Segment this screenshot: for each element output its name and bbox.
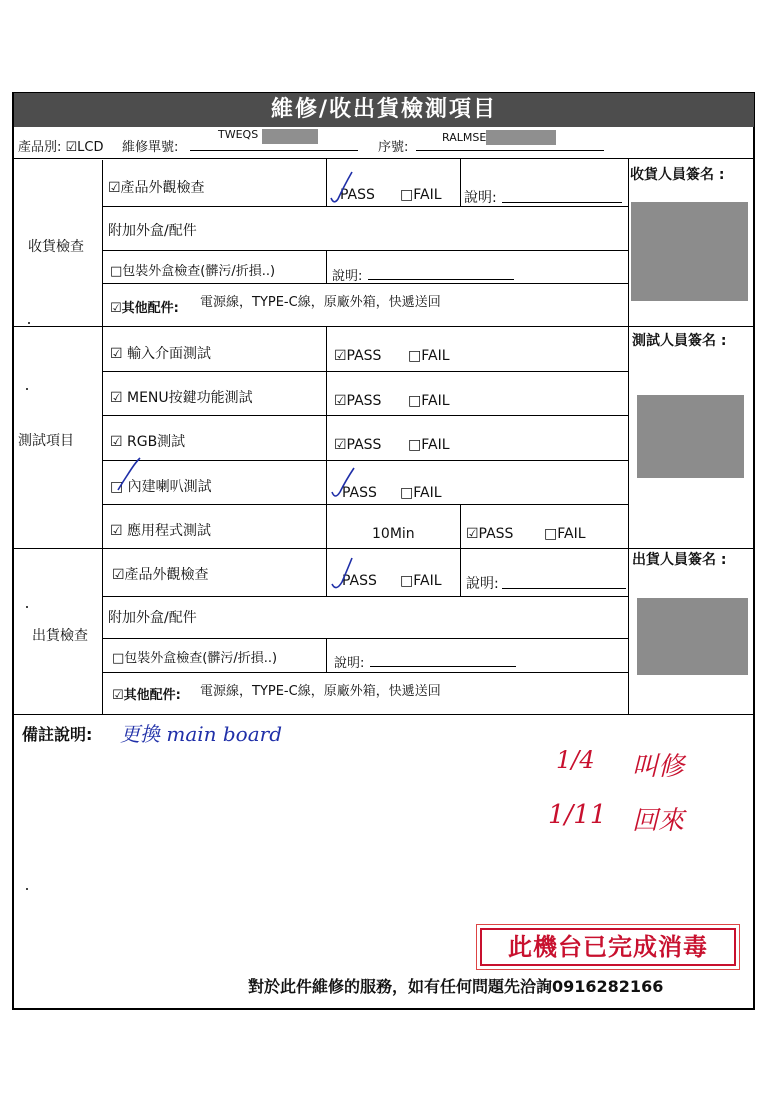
test-speaker-pass: PASS [342,485,377,501]
receiving-other-accessories-value: 電源線，TYPE-C線，原廠外箱，快遞送回 [200,295,441,310]
receiving-section-label: 收貨檢查 [28,239,84,255]
shipping-appearance-fail: □FAIL [400,573,442,589]
testing-section-label: 測試項目 [18,433,74,449]
remarks-label: 備註說明: [22,725,93,744]
test-menu-buttons-pass: ☑PASS [334,393,382,409]
handwritten-date-1: 1/4 [556,746,595,774]
receiving-packaging-item: □包裝外盒檢查(髒污/折損..) [110,264,276,279]
test-rgb-fail: □FAIL [408,437,450,453]
product-type: 產品別: ☑LCD [18,140,104,155]
scan-speck [26,888,28,890]
test-menu-buttons-fail: □FAIL [408,393,450,409]
disinfection-stamp: 此機台已完成消毒 [480,928,736,966]
shipping-appearance-pass: PASS [342,573,377,589]
serial-value: RALMSE [442,131,487,144]
test-item-input-interface: ☑ 輸入介面測試 [110,346,212,362]
handwritten-text-2: 回來 [632,806,685,836]
shipping-other-accessories-label: ☑其他配件: [112,688,181,703]
test-application-fail: □FAIL [544,526,586,542]
shipping-appearance-item: ☑產品外觀檢查 [112,567,209,583]
test-application-pass: ☑PASS [466,526,514,542]
test-input-interface-fail: □FAIL [408,348,450,364]
shipping-section-label: 出貨檢查 [32,628,88,644]
shipping-packaging-note: 說明: [334,656,365,671]
test-application-duration: 10Min [372,526,415,542]
shipping-packaging-item: □包裝外盒檢查(髒污/折損..) [112,651,278,666]
handwritten-date-2: 1/11 [548,800,607,830]
tick-mark [118,458,140,490]
receiving-accessories-item: 附加外盒/配件 [108,223,197,239]
scan-speck [28,322,30,324]
scan-speck [26,606,28,608]
shipping-signature-label: 出貨人員簽名 : [632,552,727,568]
tick-mark [331,172,352,202]
repair-no-label: 維修單號: [122,140,179,155]
test-item-speaker: □ 內建喇叭測試 [110,479,212,495]
test-rgb-pass: ☑PASS [334,437,382,453]
receiving-appearance-note: 說明: [464,190,497,206]
receiving-signature-label: 收貨人員簽名 : [630,167,725,183]
testing-signature-label: 測試人員簽名 : [632,333,727,349]
shipping-accessories-item: 附加外盒/配件 [108,610,197,626]
receiving-other-accessories-label: ☑其他配件: [110,301,179,316]
test-item-application: ☑ 應用程式測試 [110,523,212,539]
handwritten-text-1: 叫修 [632,752,685,782]
shipping-other-accessories-value: 電源線，TYPE-C線，原廠外箱，快遞送回 [200,684,441,699]
remarks-handwritten-note: 更換 main board [120,722,283,746]
test-speaker-fail: □FAIL [400,485,442,501]
receiving-appearance-pass: PASS [340,187,375,203]
footer-contact-text: 對於此件維修的服務，如有任何問題先洽詢0916282166 [248,977,664,996]
tick-mark [332,558,352,588]
repair-no-value: TWEQS [218,128,259,141]
tick-mark [332,468,354,496]
test-item-menu-buttons: ☑ MENU按鍵功能測試 [110,390,253,406]
shipping-appearance-note: 說明: [466,576,499,592]
receiving-appearance-item: ☑產品外觀檢查 [108,180,205,196]
receiving-appearance-fail: □FAIL [400,187,442,203]
serial-label: 序號: [378,140,409,155]
scan-speck [26,388,28,390]
test-item-rgb: ☑ RGB測試 [110,434,186,450]
form-title: 維修/收出貨檢測項目 [270,97,498,122]
receiving-packaging-note: 說明: [332,269,363,284]
test-input-interface-pass: ☑PASS [334,348,382,364]
